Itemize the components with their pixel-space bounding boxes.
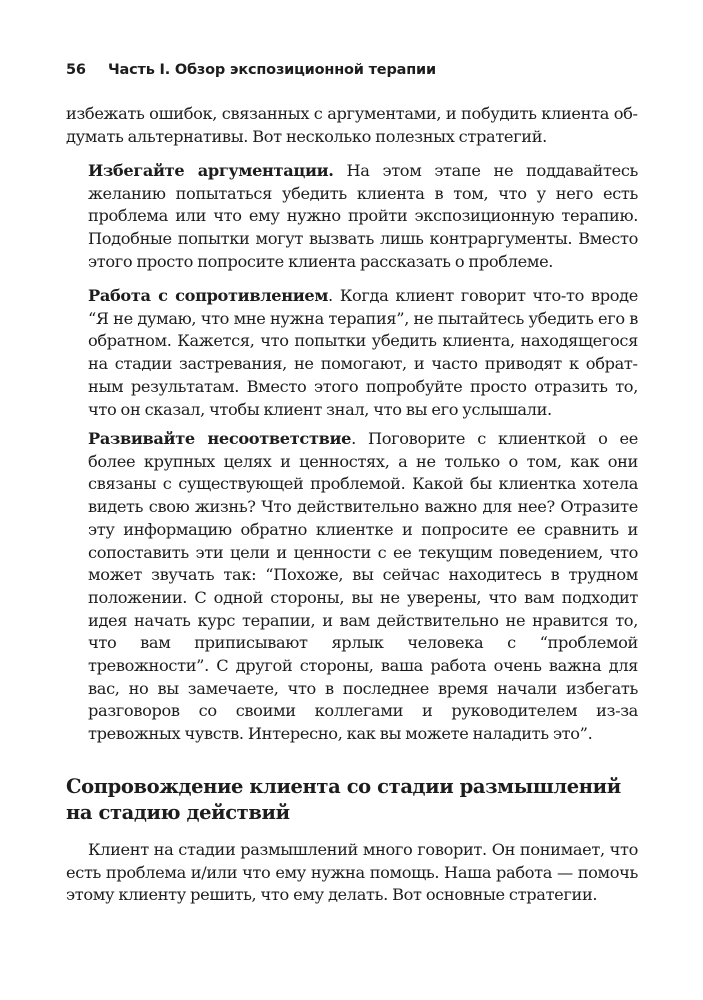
strategy-term: Избегайте аргументации.	[88, 161, 334, 180]
section-heading: Сопровождение клиента со стадии размышлений на стадию действий	[66, 775, 621, 824]
strategy-avoid-argumentation	[88, 160, 638, 274]
strategy-text: . Поговорите с клиенткой о ее более крупных целях и ценностях, а не только о том, как они связаны с существующей проблемой. Какой бы клиентка хотела видеть свою жизнь? Что действительно важно для нее? Отразите эту информацию обратно клиентке и попросите ее сравнить и сопоставить эти цели и ценности с ее текущим поведением, что может звучать так: “Похоже, вы сейчас находитесь в трудном положении. С одной стороны, вы не уверены, что вам подходит идея начать курс терапии, и вам действительно не нравится то, что вам приписывают ярлык человека с “проблемой тревожности”. С другой стороны, ваша работа очень важна для вас, но вы замечаете, что в последнее время начали избегать разговоров со своими коллегами и руководителем из-за тревожных чувств. Интересно, как вы можете наладить это”.	[88, 429, 638, 744]
strategy-term: Работа с сопротивлением	[88, 286, 329, 305]
intro-paragraph: избежать ошибок, связанных с аргументами, и побудить клиента обдумать альтернативы. Вот несколько полезных стратегий.	[66, 104, 638, 146]
strategy-resistance	[88, 285, 638, 421]
section-paragraph: Клиент на стадии размышлений много говорит. Он понимает, что есть проблема и/или что ему нужна помощь. Наша работа — помочь этому клиенту решить, что ему делать. Вот основные стратегии.	[66, 840, 638, 905]
strategy-text: На этом этапе не поддавайтесь желанию попытаться убедить клиента в том, что у него есть проблема или что ему нужно пройти экспозиционную терапию. Подобные попытки могут вызвать лишь контраргументы. Вместо этого просто попросите клиента рассказать о проблеме.	[88, 161, 638, 271]
running-head	[66, 62, 436, 78]
strategy-discrepancy	[88, 428, 638, 746]
strategy-term: Развивайте несоответствие	[88, 429, 352, 448]
strategy-text: . Когда клиент говорит что-то вроде “Я не думаю, что мне нужна терапия”, не пытайтесь убедить его в обратном. Кажется, что попытки убедить клиента, находящегося на стадии застревания, не помогают, и часто приводят к обратным результатам. Вместо этого попробуйте просто отразить то, что он сказал, чтобы клиент знал, что вы его услышали.	[88, 286, 638, 419]
page-number: 56	[66, 62, 86, 78]
part-title: Часть I. Обзор экспозиционной терапии	[108, 62, 436, 78]
